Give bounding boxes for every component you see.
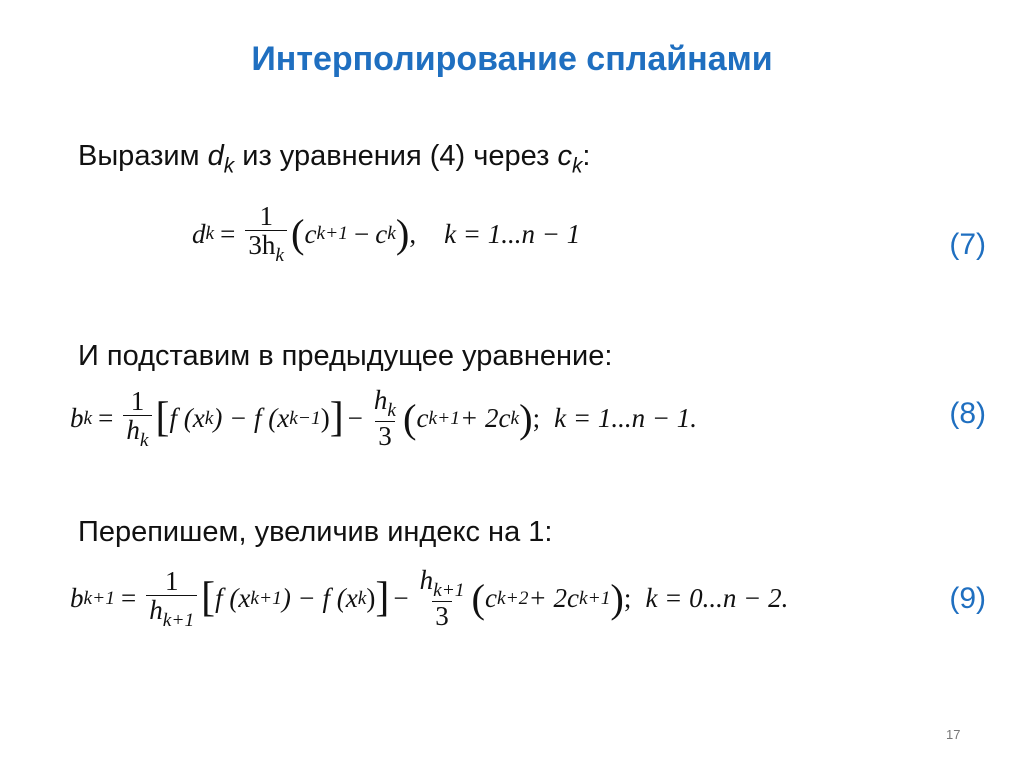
eq8-fraction-1: $\frac{1}{h_k}$ [123, 387, 151, 452]
equation-7-label: (7) [949, 228, 986, 261]
eq7-numerator: 1 [259, 201, 273, 231]
eq9-fraction-2: $\frac{h_{k+1}}{3}$ [419, 565, 465, 632]
line1-text-b: из уравнения (4) через [234, 140, 558, 172]
eq7-range: k = 1...n − 1 [444, 218, 581, 249]
page-number: 17 [946, 727, 961, 742]
eq8-range: k = 1...n − 1. [554, 403, 698, 434]
var-c: c [557, 140, 572, 172]
equation-9-label: (9) [949, 582, 986, 615]
eq8-fraction-2: $\frac{h_k}{3}$ [373, 385, 397, 452]
intro-line-2: И подставим в предыдущее уравнение: [78, 340, 613, 372]
line1-text-a: Выразим [78, 140, 208, 172]
equation-7: d k = $\frac{1}{3h_k}$ ( c k+1 − c k ) , k = 1...n − 1 [192, 201, 581, 267]
line1-text-c: : [582, 140, 591, 172]
intro-line-1 [78, 140, 590, 178]
eq7-denominator: $3h_k$ [245, 230, 287, 266]
eq9-range: k = 0...n − 2. [645, 583, 789, 614]
slide-title: Интерполирование сплайнами [251, 40, 773, 78]
eq7-lhs-sub: k [205, 223, 215, 245]
var-d: d [207, 140, 224, 172]
equation-8: b k = $\frac{1}{h_k}$ [ f (x k ) − f (x k−1 ) ] − $\frac{h_k}{3}$ ( c k+1 + 2c k ) ; k = 1...n − 1. [70, 385, 698, 452]
var-c-sub: k [571, 154, 583, 178]
eq7-lhs: d [192, 218, 206, 249]
equation-8-label: (8) [949, 397, 986, 430]
equation-9: b k+1 = $\frac{1}{h_{k+1}}$ [ f (x k+1 ) − f (x k ) ] − $\frac{h_{k+1}}{3}$ ( c k+2 + 2c k+1 ) ; k = 0...n − 2. [70, 565, 789, 632]
var-d-sub: k [223, 154, 235, 178]
eq7-fraction [245, 202, 287, 267]
intro-line-3: Перепишем, увеличив индекс на 1: [78, 516, 553, 548]
eq9-fraction-1: $\frac{1}{h_{k+1}}$ [146, 567, 197, 632]
